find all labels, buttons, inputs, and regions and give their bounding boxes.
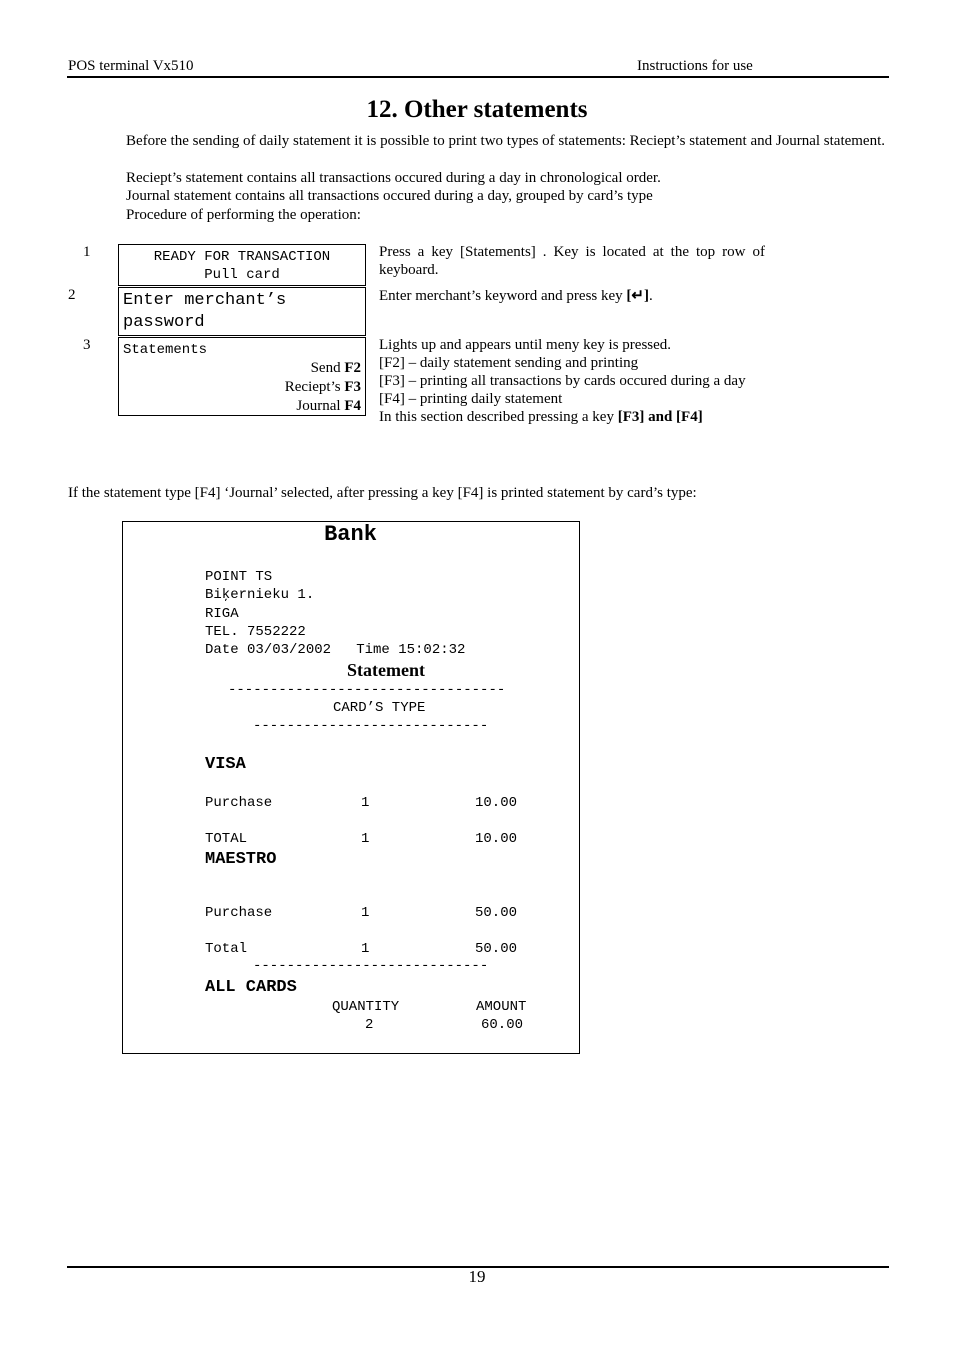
step-2-description bbox=[379, 287, 765, 305]
receipt-tel: TEL. 7552222 bbox=[205, 624, 306, 640]
header-doc-type: Instructions for use bbox=[637, 58, 753, 74]
journal-note: If the statement type [F4] ‘Journal’ selected, after pressing a key [F4] is printed statement by card’s type: bbox=[68, 485, 697, 501]
header-rule bbox=[67, 76, 889, 78]
intro-paragraph-3: Journal statement contains all transactions occured during a day, grouped by card’s type bbox=[126, 188, 653, 204]
receipt-visa-total-label: TOTAL bbox=[205, 831, 248, 847]
receipt-visa-purchase-qty: 1 bbox=[361, 795, 370, 811]
receipt-maestro-total-label: Total bbox=[205, 941, 248, 957]
receipt-maestro-total-amount: 50.00 bbox=[475, 941, 518, 957]
receipt-maestro-total-qty: 1 bbox=[361, 941, 370, 957]
header-doc-title: POS terminal Vx510 bbox=[68, 58, 194, 74]
enter-key-label: [↵] bbox=[626, 288, 649, 304]
screen-password-text: Enter merchant’s password bbox=[123, 291, 287, 332]
intro-paragraph-4: Procedure of performing the operation: bbox=[126, 207, 361, 223]
receipt-datetime: Date 03/03/2002 Time 15:02:32 bbox=[205, 642, 466, 658]
receipt-divider-long: --------------------------------- bbox=[228, 682, 506, 698]
step-2-desc-end: . bbox=[648, 288, 653, 304]
receipt-divider-short: ---------------------------- bbox=[253, 718, 489, 734]
screen-option-reciepts: Reciept’s F3 bbox=[284, 379, 361, 395]
screen-option-send: Send F2 bbox=[310, 360, 361, 376]
step-3-description bbox=[379, 336, 765, 426]
receipt-statement-heading: Statement bbox=[347, 660, 425, 680]
receipt-quantity-header: QUANTITY bbox=[332, 999, 400, 1015]
page-title: 12. Other statements bbox=[366, 96, 588, 123]
receipt-visa-total-amount: 10.00 bbox=[475, 831, 518, 847]
receipt-divider-bottom: ---------------------------- bbox=[253, 958, 489, 974]
terminal-screen-statements bbox=[118, 337, 366, 416]
receipt-city: RIGA bbox=[205, 606, 239, 622]
receipt-visa-purchase-label: Purchase bbox=[205, 795, 273, 811]
screen-ready-line1: READY FOR TRANSACTION bbox=[153, 249, 331, 265]
receipt-cards-type-label: CARD’S TYPE bbox=[333, 700, 426, 716]
terminal-screen-password bbox=[118, 287, 366, 336]
step-3-desc-line-2: [F2] – daily statement sending and printing bbox=[379, 355, 639, 371]
receipt-all-cards-heading: ALL CARDS bbox=[205, 978, 297, 997]
receipt-all-amount: 60.00 bbox=[481, 1017, 524, 1033]
receipt-all-quantity: 2 bbox=[365, 1017, 374, 1033]
step-3-desc-line-4: [F4] – printing daily statement bbox=[379, 391, 563, 407]
step-number-3: 3 bbox=[83, 337, 91, 353]
page-number: 19 bbox=[468, 1267, 486, 1286]
receipt-visa-heading: VISA bbox=[205, 755, 246, 774]
receipt-visa-purchase-amount: 10.00 bbox=[475, 795, 518, 811]
terminal-screen-ready bbox=[118, 244, 366, 286]
intro-paragraph-1: Before the sending of daily statement it is possible to print two types of statements: Reciept’s statement and Journal statement. bbox=[126, 133, 886, 149]
receipt-visa-total-qty: 1 bbox=[361, 831, 370, 847]
screen-statements-title: Statements bbox=[123, 342, 208, 358]
step-3-desc-line-1: Lights up and appears until meny key is pressed. bbox=[379, 337, 672, 353]
step-3-desc-line-5: In this section described pressing a key [F3] and [F4] bbox=[379, 409, 703, 425]
step-3-desc-line-3: [F3] – printing all transactions by cards occured during a day bbox=[379, 373, 746, 389]
receipt-maestro-purchase-label: Purchase bbox=[205, 905, 273, 921]
step-1-description: Press a key [Statements] . Key is located at the top row of keyboard. bbox=[379, 244, 765, 278]
receipt-maestro-purchase-amount: 50.00 bbox=[475, 905, 518, 921]
receipt-maestro-purchase-qty: 1 bbox=[361, 905, 370, 921]
receipt-amount-header: AMOUNT bbox=[476, 999, 527, 1015]
receipt-maestro-heading: MAESTRO bbox=[205, 850, 277, 869]
journal-receipt bbox=[122, 521, 580, 1054]
receipt-merchant: POINT TS bbox=[205, 569, 273, 585]
step-number-1: 1 bbox=[83, 244, 91, 260]
screen-ready-line2: Pull card bbox=[204, 267, 280, 283]
step-number-2: 2 bbox=[68, 287, 76, 303]
step-2-desc-text: Enter merchant’s keyword and press key bbox=[379, 288, 627, 304]
intro-paragraph-2: Reciept’s statement contains all transactions occured during a day in chronological order. bbox=[126, 170, 661, 186]
receipt-bank-name: Bank bbox=[324, 522, 377, 547]
screen-option-journal: Journal F4 bbox=[296, 398, 361, 414]
receipt-street: Biķernieku 1. bbox=[205, 587, 315, 603]
